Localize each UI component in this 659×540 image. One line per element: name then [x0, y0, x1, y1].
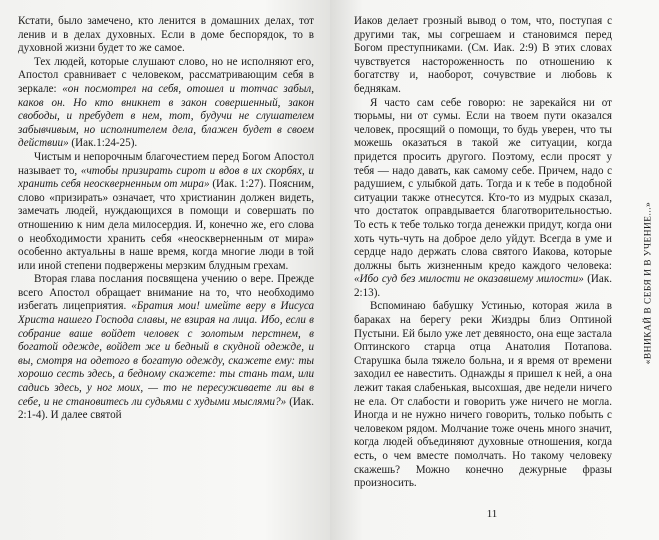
text-run: Тех людей, которые слушают слово, но не исполняют его, Апостол сравнивает с человеком, рассматривающим себя в зеркале:: [18, 55, 314, 95]
paragraph: [354, 15, 612, 97]
right-page: [330, 0, 659, 540]
paragraph: [18, 56, 314, 151]
paragraph: [18, 15, 314, 56]
text-run: (Иак. 2:1-4). И далее святой: [18, 395, 314, 422]
page-number: 11: [486, 508, 498, 520]
right-page-text: [354, 15, 612, 491]
text-run: Чистым и непорочным благочестием перед Богом Апостол называет то,: [18, 150, 314, 177]
left-page-text: [18, 15, 314, 423]
text-run: Иаков делает грозный вывод о том, что, поступая с другими так, мы согрешаем и становимся перед Богом преступниками. (См. Иак. 2:9) В этих словах чувствуется настороженность по отношению к богатству и, наоборот, сочувствие и любовь к беднякам.: [354, 15, 612, 95]
scripture-quote: «он посмотрел на себя, отошел и тотчас забыл, каков он. Но кто вникнет в закон совершенный, закон свободы, и пребудет в нем, тот, будучи не слушателем забывчивым, но исполнителем дела, блажен будет в своем действии»: [18, 82, 314, 150]
text-run: Но такому человеку скажешь? Можно конечно дежурные фразы произносить.: [354, 450, 612, 490]
paragraph: [18, 151, 314, 273]
text-run: (Иак.1:24-25).: [68, 137, 138, 150]
text-run: Вторая глава послания посвящена учению о вере. Прежде всего Апостол обращает внимание на то, что необходимо избегать лицеприятия.: [18, 273, 314, 313]
text-run: Вспоминаю бабушку Устинью, которая жила в бараках на берегу реки Жиздры близ Оптиной Пустыни. Ей было уже лет девяносто, она еще застала Оптинского старца отца Анатолия Потапова. Старушка была тяжело больна, и я время от времени заходил ее навестить. Однажды я пришел к ней, а она лежит такая слабенькая, высохшая, две недели ничего не ела. От слабости и говорить уже ничего не могла. Иногда и не нужно ничего говорить, только побыть с человеком рядом. Молчание тоже очень много значит, когда людей объединяют духовные отношения, когда есть, о чем вместе помолчать.: [354, 300, 612, 462]
text-run: Я часто сам себе говорю: не зарекайся ни от тюрьмы, ни от сумы. Если на твоем пути оказался человек, просящий о помощи, то будь уверен, что ты можешь оказаться в такой же ситуации, когда придется просить другого. Поэтому, если просят у тебя — надо давать, как самому себе. Причем, надо с радушием, с улыбкой дать. Тогда и к тебе в подобной ситуации также отнесутся. Кто-то из мудрых сказал, что достаток оправдывается благотворительностью. То есть к тебе только тогда денежки придут, когда они хоть чуть-чуть на доброе дело уйдут. Всегда в уме и сердце надо держать слова святого Иакова, которые должны быть жизненным кредо каждого человека:: [354, 96, 612, 272]
paragraph: [354, 97, 612, 301]
scripture-quote: «Ибо суд без милости не оказавшему милости»: [354, 273, 584, 286]
paragraph: [18, 273, 314, 423]
running-head-text: «ВНИКАЙ В СЕБЯ И В УЧЕНИЕ...»: [643, 201, 653, 365]
scripture-quote: «чтобы призирать сирот и вдов в их скорбях, и хранить себя неоскверненным от мира»: [18, 164, 314, 191]
text-run: (Иак. 1:27). Поясним, слово «призирать» означает, что христианин должен видеть, замечать людей, нуждающихся в помощи и совершать по отношению к ним дела милосердия. И, конечно же, его слова о необходимости хранить себя «неоскверненным от мира» особенно актуальны в наше время, когда многие люди в той или иной степени подвержены мерзким блудным грехам.: [18, 178, 314, 272]
paragraph: [354, 300, 612, 490]
text-run: Кстати, было замечено, кто ленится в домашних делах, тот ленив и в делах духовных. Если в доме беспорядок, то в духовной жизни будет то же самое.: [18, 15, 314, 55]
scripture-quote: «Братия мои! имейте веру в Иисуса Христа нашего Господа славы, не взирая на лица. Ибо, если в собрание ваше войдет человек с золотым перстнем, в богатой одежде, войдет же и бедный в скудной одежде, и вы, смотря на одетого в богатую одежду, скажете ему: ты хорошо сесть здесь, а бедному скажете: ты стань там, или садись здесь, у ног моих, — то не пересуживаете ли вы в себе, и не становитесь ли судьями с худыми мыслями?»: [18, 300, 315, 408]
text-run: (Иак. 2:13).: [354, 273, 613, 299]
running-head: [641, 188, 655, 378]
